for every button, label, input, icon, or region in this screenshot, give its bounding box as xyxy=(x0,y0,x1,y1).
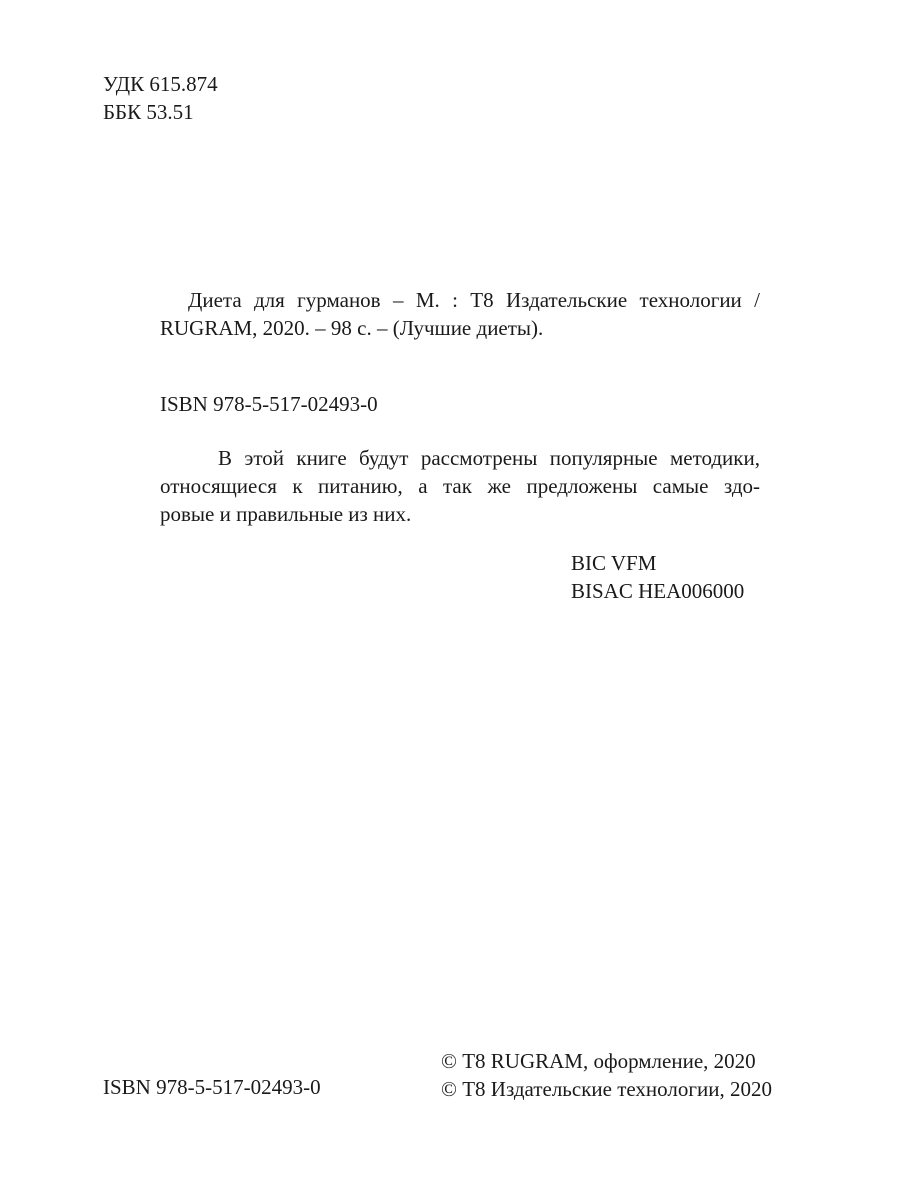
bbk-code: ББК 53.51 xyxy=(103,100,194,124)
isbn-footer xyxy=(103,1073,321,1101)
isbn-main-text: ISBN 978-5-517-02493-0 xyxy=(160,392,378,416)
isbn-main xyxy=(160,390,378,418)
annotation-line-2: относящиеся к питанию, а так же предложены самые здо- xyxy=(160,474,760,498)
annotation xyxy=(160,444,760,528)
copyright-notices xyxy=(441,1047,772,1103)
udk-code: УДК 615.874 xyxy=(103,72,218,96)
bibliographic-record xyxy=(160,286,760,342)
copyright-publisher: © Т8 Издательские технологии, 2020 xyxy=(441,1077,772,1101)
isbn-footer-text: ISBN 978-5-517-02493-0 xyxy=(103,1075,321,1099)
bibliography-line-2: RUGRAM, 2020. – 98 с. – (Лучшие диеты). xyxy=(160,316,544,340)
annotation-line-1: В этой книге будут рассмотрены популярные методики, xyxy=(218,446,760,470)
bibliography-line-1: Диета для гурманов – М. : Т8 Издательские технологии / xyxy=(188,288,760,312)
classification-codes xyxy=(103,70,218,126)
copyright-design: © Т8 RUGRAM, оформление, 2020 xyxy=(441,1049,756,1073)
subject-codes xyxy=(571,549,744,605)
bisac-code: BISAC HEA006000 xyxy=(571,579,745,603)
bic-code: BIC VFM xyxy=(571,551,657,575)
annotation-line-3: ровые и правильные из них. xyxy=(160,502,412,526)
